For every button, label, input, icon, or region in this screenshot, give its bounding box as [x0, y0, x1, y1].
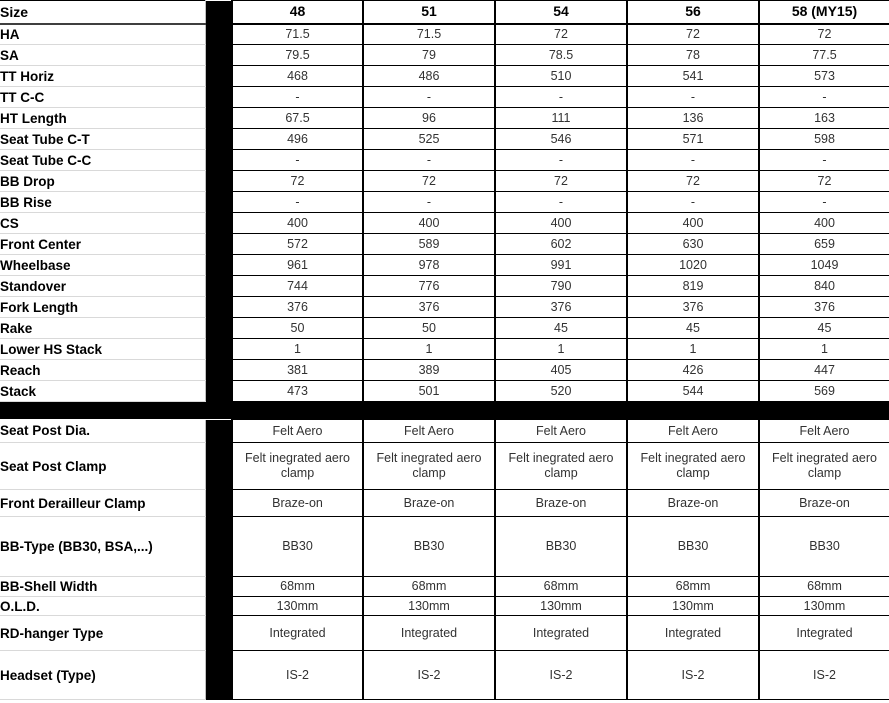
geometry-value: 544 — [627, 381, 759, 402]
spec-value: 130mm — [627, 597, 759, 616]
black-divider-bar — [205, 339, 232, 360]
geometry-value: 520 — [495, 381, 627, 402]
spec-value: 68mm — [495, 577, 627, 597]
row-label: Front Derailleur Clamp — [0, 490, 205, 517]
geometry-value: 744 — [232, 276, 363, 297]
black-divider-bar — [205, 1, 232, 24]
spec-value: 130mm — [232, 597, 363, 616]
geometry-value: 1 — [759, 339, 889, 360]
geometry-value: 376 — [495, 297, 627, 318]
geometry-value: 400 — [759, 213, 889, 234]
geometry-value: 163 — [759, 108, 889, 129]
row-label: RD-hanger Type — [0, 616, 205, 651]
spec-value: IS-2 — [232, 651, 363, 700]
geometry-value: 72 — [495, 171, 627, 192]
geometry-value: 71.5 — [232, 24, 363, 45]
geometry-value: 598 — [759, 129, 889, 150]
geometry-value: 78 — [627, 45, 759, 66]
spec-value: 68mm — [232, 577, 363, 597]
geometry-value: 840 — [759, 276, 889, 297]
geometry-value: 45 — [627, 318, 759, 339]
geometry-value: 111 — [495, 108, 627, 129]
geometry-value: 541 — [627, 66, 759, 87]
geometry-value: - — [363, 150, 495, 171]
geometry-value: 72 — [363, 171, 495, 192]
separator-band — [0, 402, 889, 420]
spec-value: IS-2 — [363, 651, 495, 700]
spec-value: IS-2 — [627, 651, 759, 700]
geometry-value: 1 — [627, 339, 759, 360]
geometry-value: 96 — [363, 108, 495, 129]
spec-value: BB30 — [495, 517, 627, 577]
geometry-value: 376 — [759, 297, 889, 318]
black-divider-bar — [205, 129, 232, 150]
geometry-value: 473 — [232, 381, 363, 402]
geometry-value: 71.5 — [363, 24, 495, 45]
black-divider-bar — [205, 443, 232, 490]
row-label: Seat Post Clamp — [0, 443, 205, 490]
spec-value: BB30 — [759, 517, 889, 577]
geometry-value: 589 — [363, 234, 495, 255]
geometry-value: - — [232, 150, 363, 171]
geometry-value: - — [495, 87, 627, 108]
spec-value: Felt Aero — [495, 420, 627, 443]
geometry-value: - — [759, 192, 889, 213]
geometry-value: 72 — [495, 24, 627, 45]
geometry-value: 468 — [232, 66, 363, 87]
row-label: BB Drop — [0, 171, 205, 192]
black-divider-bar — [205, 490, 232, 517]
geometry-value: 72 — [232, 171, 363, 192]
spec-value: 130mm — [363, 597, 495, 616]
geometry-value: - — [627, 150, 759, 171]
geometry-value: 510 — [495, 66, 627, 87]
geometry-value: - — [363, 87, 495, 108]
spec-value: Felt inegrated aero clamp — [627, 443, 759, 490]
black-divider-bar — [205, 213, 232, 234]
spec-value: IS-2 — [759, 651, 889, 700]
geometry-value: - — [627, 87, 759, 108]
geometry-value: 381 — [232, 360, 363, 381]
black-divider-bar — [205, 381, 232, 402]
row-label: SA — [0, 45, 205, 66]
black-divider-bar — [205, 87, 232, 108]
black-divider-bar — [205, 234, 232, 255]
spec-value: Felt Aero — [627, 420, 759, 443]
geometry-value: 72 — [759, 171, 889, 192]
row-label: HT Length — [0, 108, 205, 129]
spec-value: Felt inegrated aero clamp — [232, 443, 363, 490]
geometry-value: 501 — [363, 381, 495, 402]
spec-value: BB30 — [232, 517, 363, 577]
row-label: Reach — [0, 360, 205, 381]
spec-value: Felt inegrated aero clamp — [495, 443, 627, 490]
black-divider-bar — [205, 597, 232, 616]
spec-value: Felt inegrated aero clamp — [363, 443, 495, 490]
spec-value: Braze-on — [495, 490, 627, 517]
row-label: BB Rise — [0, 192, 205, 213]
geometry-value: - — [627, 192, 759, 213]
size-header-label: Size — [0, 1, 205, 24]
geometry-value: - — [363, 192, 495, 213]
black-divider-bar — [205, 108, 232, 129]
spec-value: 130mm — [495, 597, 627, 616]
geometry-value: 1049 — [759, 255, 889, 276]
black-divider-bar — [205, 192, 232, 213]
row-label: Seat Post Dia. — [0, 420, 205, 443]
spec-value: Integrated — [232, 616, 363, 651]
row-label: O.L.D. — [0, 597, 205, 616]
geometry-value: 572 — [232, 234, 363, 255]
geometry-value: 496 — [232, 129, 363, 150]
size-column-header: 54 — [495, 1, 627, 24]
spec-value: Integrated — [363, 616, 495, 651]
geometry-value: - — [232, 87, 363, 108]
row-label: Seat Tube C-T — [0, 129, 205, 150]
geometry-value: 571 — [627, 129, 759, 150]
geometry-value: 72 — [627, 171, 759, 192]
geometry-value: 525 — [363, 129, 495, 150]
geometry-value: 1 — [232, 339, 363, 360]
size-column-header: 56 — [627, 1, 759, 24]
row-label: Seat Tube C-C — [0, 150, 205, 171]
geometry-value: 630 — [627, 234, 759, 255]
geometry-value: 400 — [232, 213, 363, 234]
row-label: Standover — [0, 276, 205, 297]
geometry-value: 78.5 — [495, 45, 627, 66]
spec-value: BB30 — [363, 517, 495, 577]
spec-value: Felt Aero — [232, 420, 363, 443]
geometry-value: 961 — [232, 255, 363, 276]
black-divider-bar — [205, 616, 232, 651]
spec-value: Felt inegrated aero clamp — [759, 443, 889, 490]
geometry-value: 659 — [759, 234, 889, 255]
geometry-value: 77.5 — [759, 45, 889, 66]
spec-value: Braze-on — [627, 490, 759, 517]
geometry-value: 569 — [759, 381, 889, 402]
black-divider-bar — [205, 150, 232, 171]
row-label: TT Horiz — [0, 66, 205, 87]
spec-value: Integrated — [759, 616, 889, 651]
geometry-value: 991 — [495, 255, 627, 276]
black-divider-bar — [205, 171, 232, 192]
geometry-value: 978 — [363, 255, 495, 276]
geometry-value: 400 — [495, 213, 627, 234]
geometry-value: 819 — [627, 276, 759, 297]
row-label: Front Center — [0, 234, 205, 255]
spec-value: Integrated — [495, 616, 627, 651]
geometry-value: - — [232, 192, 363, 213]
spec-value: Braze-on — [232, 490, 363, 517]
spec-value: Felt Aero — [759, 420, 889, 443]
black-divider-bar — [205, 297, 232, 318]
black-divider-bar — [205, 24, 232, 45]
row-label: Lower HS Stack — [0, 339, 205, 360]
geometry-value: 776 — [363, 276, 495, 297]
geometry-value: 50 — [363, 318, 495, 339]
row-label: Stack — [0, 381, 205, 402]
spec-value: Braze-on — [759, 490, 889, 517]
row-label: Fork Length — [0, 297, 205, 318]
geometry-value: 1020 — [627, 255, 759, 276]
row-label: BB-Type (BB30, BSA,...) — [0, 517, 205, 577]
black-divider-bar — [205, 255, 232, 276]
spec-value: Felt Aero — [363, 420, 495, 443]
spec-value: BB30 — [627, 517, 759, 577]
geometry-value: 376 — [627, 297, 759, 318]
black-divider-bar — [205, 66, 232, 87]
size-column-header: 51 — [363, 1, 495, 24]
geometry-value: 45 — [495, 318, 627, 339]
spec-value: 68mm — [759, 577, 889, 597]
geometry-value: 72 — [627, 24, 759, 45]
size-column-header: 48 — [232, 1, 363, 24]
black-divider-bar — [205, 577, 232, 597]
geometry-value: 426 — [627, 360, 759, 381]
geometry-value: 389 — [363, 360, 495, 381]
row-label: CS — [0, 213, 205, 234]
geometry-value: - — [495, 150, 627, 171]
row-label: Headset (Type) — [0, 651, 205, 700]
geometry-value: - — [759, 150, 889, 171]
geometry-value: 790 — [495, 276, 627, 297]
geometry-value: 486 — [363, 66, 495, 87]
size-column-header: 58 (MY15) — [759, 1, 889, 24]
geometry-value: - — [495, 192, 627, 213]
geometry-value: 50 — [232, 318, 363, 339]
spec-value: 130mm — [759, 597, 889, 616]
spec-value: Braze-on — [363, 490, 495, 517]
geometry-value: - — [759, 87, 889, 108]
geometry-value: 79.5 — [232, 45, 363, 66]
geometry-value: 45 — [759, 318, 889, 339]
geometry-value: 136 — [627, 108, 759, 129]
geometry-value: 602 — [495, 234, 627, 255]
geometry-value: 546 — [495, 129, 627, 150]
geometry-value: 447 — [759, 360, 889, 381]
spec-value: Integrated — [627, 616, 759, 651]
row-label: Wheelbase — [0, 255, 205, 276]
geometry-value: 376 — [232, 297, 363, 318]
black-divider-bar — [205, 45, 232, 66]
row-label: BB-Shell Width — [0, 577, 205, 597]
black-divider-bar — [205, 420, 232, 443]
geometry-value: 79 — [363, 45, 495, 66]
row-label: HA — [0, 24, 205, 45]
black-divider-bar — [205, 651, 232, 700]
geometry-value: 573 — [759, 66, 889, 87]
geometry-value: 400 — [363, 213, 495, 234]
spec-value: IS-2 — [495, 651, 627, 700]
spec-value: 68mm — [627, 577, 759, 597]
geometry-value: 72 — [759, 24, 889, 45]
geometry-value: 376 — [363, 297, 495, 318]
row-label: TT C-C — [0, 87, 205, 108]
geometry-value: 67.5 — [232, 108, 363, 129]
black-divider-bar — [205, 276, 232, 297]
black-divider-bar — [205, 517, 232, 577]
black-divider-bar — [205, 318, 232, 339]
geometry-value: 405 — [495, 360, 627, 381]
spec-value: 68mm — [363, 577, 495, 597]
geometry-value: 1 — [363, 339, 495, 360]
geometry-value: 1 — [495, 339, 627, 360]
geometry-value: 400 — [627, 213, 759, 234]
row-label: Rake — [0, 318, 205, 339]
black-divider-bar — [205, 360, 232, 381]
